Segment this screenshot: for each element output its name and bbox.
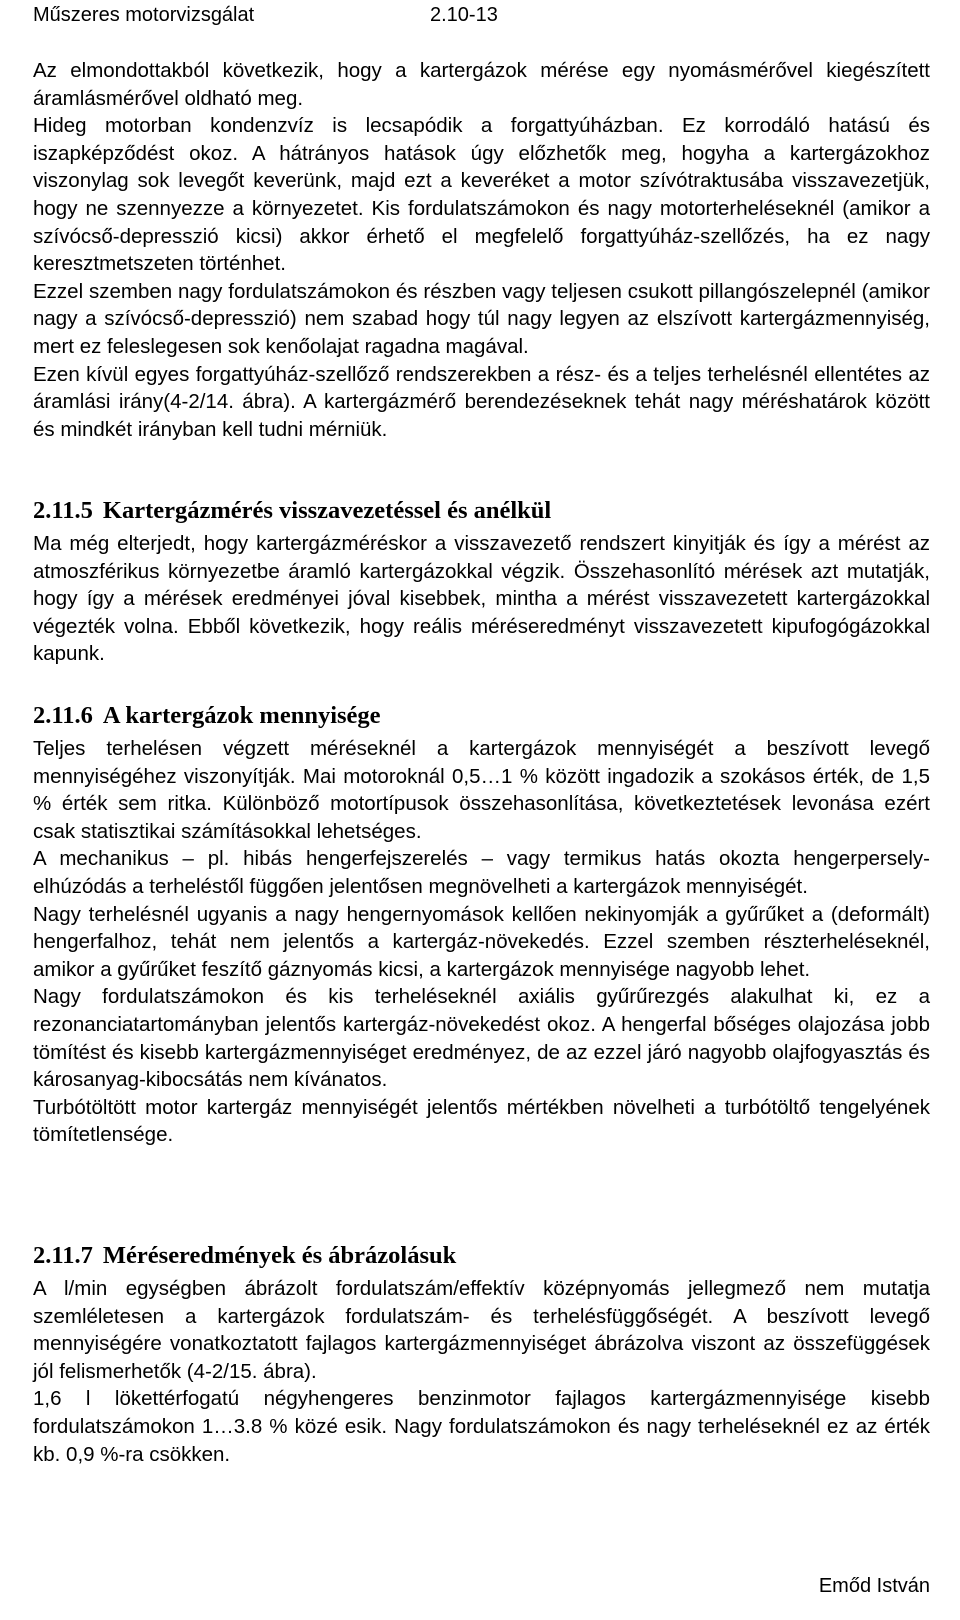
section-heading <box>33 1241 456 1271</box>
paragraph: Nagy fordulatszámokon és kis terheléseknél axiális gyűrűrezgés alakulhat ki, ez a rezonanciatartományban jelentős kartergáz-növekedést okoz. A hengerfal bőséges olajozása jobb tömítést és kisebb kartergázmennyiséget eredményez, de az ezzel járó nagyobb olajfogyasztás és károsanyag-kibocsátás nem kívánatos. <box>33 985 930 1092</box>
section-title: Kartergázmérés visszavezetéssel és anélkül <box>102 497 552 524</box>
section-heading <box>33 496 551 526</box>
section-body <box>33 530 930 668</box>
paragraph: Teljes terhelésen végzett méréseknél a kartergázok mennyiségét a beszívott levegő mennyiségéhez viszonyítják. Mai motoroknál 0,5…1 % között ingadozik a szokásos érték, de 1,5 % érték sem ritka. Különböző motortípusok összehasonlítása, következtetések levonása ezért csak statisztikai számításokkal lehetséges. <box>33 737 930 843</box>
paragraph: Ezen kívül egyes forgattyúház-szellőző rendszerekben a rész- és a teljes terhelésnél ellentétes az áramlási irány(4-2/14. ábra). A kartergázmérő berendezéseknek tehát nagy méréshatárok között és mindkét irányban kell tudni mérniük. <box>33 362 930 441</box>
section-body <box>33 735 930 1149</box>
page-header <box>33 2 498 30</box>
paragraph: Az elmondottakból következik, hogy a kartergázok mérése egy nyomásmérővel kiegészített áramlásmérővel oldható meg. <box>33 59 930 110</box>
intro-section <box>33 57 930 443</box>
paragraph: A mechanikus – pl. hibás hengerfejszerelés – vagy termikus hatás okozta hengerpersely-elhúzódás a terheléstől függően jelentősen megnövelheti a kartergázok mennyiségét. <box>33 847 930 898</box>
section-number: 2.11.5 <box>33 497 93 524</box>
header-title: Műszeres motorvizsgálat <box>33 4 255 26</box>
footer-author: Emőd István <box>818 1575 930 1597</box>
paragraph: 1,6 l lökettérfogatú négyhengeres benzinmotor fajlagos kartergázmennyisége kisebb fordulatszámokon 1…3.8 % közé esik. Nagy fordulatszámokon és nagy terheléseknél ez az érték kb. 0,9 %-ra csökken. <box>33 1387 930 1466</box>
section-body <box>33 1275 930 1468</box>
paragraph: Hideg motorban kondenzvíz is lecsapódik a forgattyúházban. Ez korrodáló hatású és iszapképződést okoz. A hátrányos hatások úgy előzhetők meg, hogyha a kartergázokhoz viszonylag sok levegőt keverünk, majd ezt a keveréket a motor szívótraktusába visszavezetjük, hogy ne szennyezze a környezetet. Kis fordulatszámokon és nagy motorterheléseknél (amikor a szívócső-depresszió kicsi) akkor érhető el megfelelő forgattyúház-szellőzés, ha ez nagy keresztmetszeten történhet. <box>33 114 930 276</box>
header-page-number: 2.10-13 <box>430 4 498 26</box>
paragraph: Ma még elterjedt, hogy kartergázméréskor a visszavezető rendszert kinyitják és így a mérést az atmoszférikus környezetbe áramló kartergázokkal végzik. Összehasonlító mérések azt mutatják, hogy így a mérések eredményei jóval kisebbek, mintha a mérést visszavezetett kartergázokkal végezték volna. Ebből következik, hogy reális méréseredményt visszavezetett kipufogógázokkal kapunk. <box>33 532 930 666</box>
paragraph: Nagy terhelésnél ugyanis a nagy hengernyomások kellően nekinyomják a gyűrűket a (deformált) hengerfalhoz, tehát nem jelentős a kartergáz-növekedés. Ezzel szemben részterheléseknél, amikor a gyűrűket feszítő gáznyomás kicsi, a kartergázok mennyisége nagyobb lehet. <box>33 902 930 981</box>
section-title: A kartergázok mennyisége <box>102 702 381 729</box>
paragraph: Ezzel szemben nagy fordulatszámokon és részben vagy teljesen csukott pillangószelepnél (amikor nagy a szívócső-depresszió) nem szabad hogy túl nagy legyen az elszívott kartergázmennyiség, mert ez feleslegesen sok kenőolajat ragadna magával. <box>33 279 930 358</box>
section-number: 2.11.7 <box>33 1242 93 1269</box>
paragraph: Turbótöltött motor kartergáz mennyiségét jelentős mértékben növelheti a turbótöltő tengelyének tömítetlensége. <box>33 1095 930 1147</box>
section-heading <box>33 701 381 731</box>
paragraph: A l/min egységben ábrázolt fordulatszám/effektív középnyomás jellegmező nem mutatja szemléletesen a kartergázok fordulatszám- és terhelésfüggőségét. A beszívott levegő mennyiségére vonatkoztatott fajlagos kartergázmennyiséget ábrázolva viszont az összefüggések jól felismerhetők (4-2/15. ábra). <box>33 1277 930 1383</box>
section-number: 2.11.6 <box>33 702 93 729</box>
section-title: Méréseredmények és ábrázolásuk <box>102 1242 457 1269</box>
